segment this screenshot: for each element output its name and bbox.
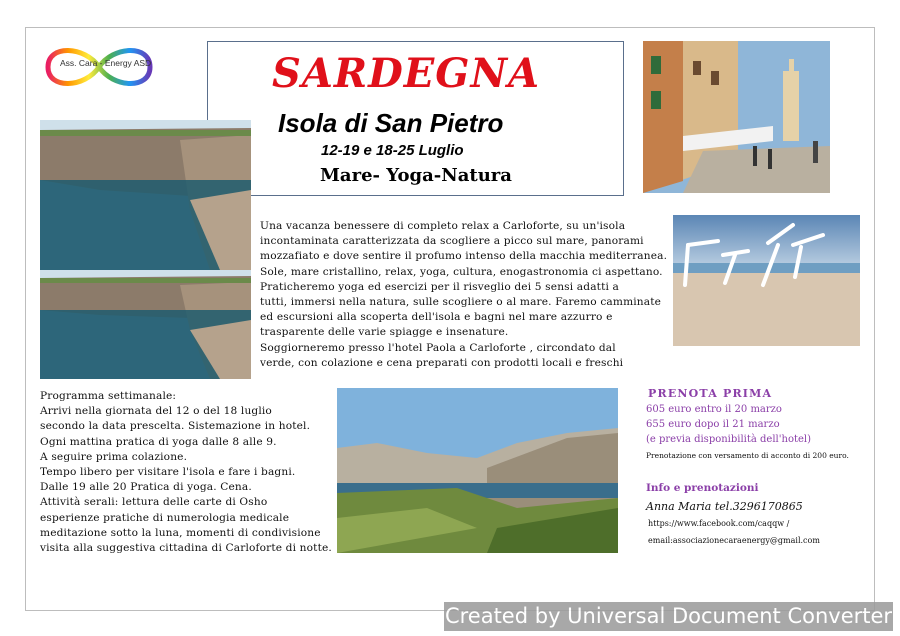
description-line: ed escursioni alla scoperta dell'isola e bagni nel mare azzurro e [260,311,613,324]
program-line: Tempo libero per visitare l'isola e fare i bagni. [40,466,296,479]
program-line: Programma settimanale: [40,390,177,402]
email-link[interactable]: email:associazionecaraenergy@gmail.com [648,536,820,545]
watermark: Created by Universal Document Converter [444,602,893,631]
price-early: 605 euro entro il 20 marzo [646,404,782,415]
page-subtitle: Isola di San Pietro [278,108,504,138]
description-line: Sole, mare cristallino, relax, yoga, cultura, enogastronomia ci aspettano. [260,265,663,278]
weekly-program [40,389,340,556]
description-line: Una vacanza benessere di completo relax a Carloforte, su un'isola [260,220,626,232]
program-line: Ogni mattina pratica di yoga dalle 8 alle 9. [40,435,277,448]
logo-text: Ass. Cara - Energy ASD [60,58,152,68]
program-line: Arrivi nella giornata del 12 o del 18 luglio [40,405,272,418]
description-line: mozzafiato e dove sentire il profumo intenso della macchia mediterranea. [260,250,668,263]
carloforte-street-photo [643,41,830,193]
description-line: verde, con colazione e cena preparati con prodotti locali e freschi [260,356,624,369]
beach-yoga-photo [673,215,860,346]
description-line: Praticheremo yoga ed esercizi per il risveglio dei 5 sensi adatti a [260,280,620,293]
program-line: secondo la data prescelta. Sistemazione in hotel. [40,420,311,433]
price-late: 655 euro dopo il 21 marzo [646,419,780,430]
trip-theme: Mare- Yoga-Natura [320,165,512,186]
program-line: meditazione sotto la luna, momenti di condivisione [40,526,321,539]
program-line: Attività serali: lettura delle carte di Osho [40,496,268,509]
description-line: tutti, immersi nella natura, sulle scogliere o al mare. Faremo camminate [260,296,662,309]
program-line: A seguire prima colazione. [40,450,188,463]
description-text [260,219,668,371]
description-line: Soggiorneremo presso l'hotel Paola a Carloforte , circondato dal [260,341,616,354]
program-line: esperienze pratiche di numerologia medicale [40,511,290,524]
availability-note: (e previa disponibilità dell'hotel) [646,434,811,445]
deposit-note: Prenotazione con versamento di acconto di 200 euro. [646,451,849,460]
description-line: incontaminata caratterizzata da scogliere a picco sul mare, panorami [260,235,644,248]
program-line: Dalle 19 alle 20 Pratica di yoga. Cena. [40,481,252,494]
contact-name: Anna Maria tel.3296170865 [646,500,803,513]
trip-dates: 12-19 e 18-25 Luglio [321,142,464,159]
coastal-cliffs-photo [40,120,251,379]
island-bay-photo [337,388,618,553]
page-title: SARDEGNA [271,50,541,97]
facebook-link[interactable]: https://www.facebook.com/caqqw / [648,519,790,528]
description-line: trasparente delle varie spiagge e insenature. [260,326,509,339]
booking-title: PRENOTA PRIMA [648,387,773,400]
program-line: visita alla suggestiva cittadina di Carloforte di notte. [40,542,332,555]
info-title: Info e prenotazioni [646,482,759,494]
